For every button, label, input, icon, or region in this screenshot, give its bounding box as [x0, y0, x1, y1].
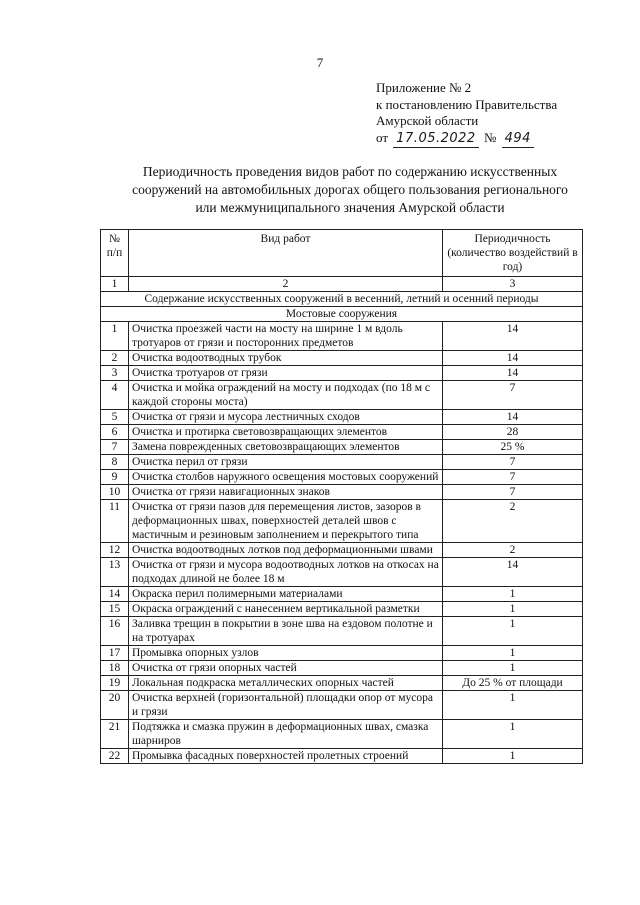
row-period: 7 [443, 470, 583, 485]
table-row [101, 661, 583, 676]
row-period: 1 [443, 587, 583, 602]
row-work: Очистка верхней (горизонтальной) площадки опор от мусора и грязи [129, 691, 443, 720]
table-row [101, 602, 583, 617]
table-row [101, 720, 583, 749]
row-period: 1 [443, 661, 583, 676]
row-work: Очистка столбов наружного освещения мостовых сооружений [129, 470, 443, 485]
row-period: 7 [443, 485, 583, 500]
row-number: 21 [101, 720, 129, 749]
row-period: 7 [443, 455, 583, 470]
appendix-region: Амурской области [376, 113, 479, 128]
row-work: Очистка от грязи пазов для перемещения листов, зазоров в деформационных швах, поверхностей деталей швов с мастичным и резиновым заполнением и перекрытого типа [129, 500, 443, 543]
column-number-row [101, 277, 583, 292]
appendix-block [376, 80, 557, 148]
appendix-decree: к постановлению Правительства [376, 96, 558, 112]
table-row [101, 351, 583, 366]
row-work: Подтяжка и смазка пружин в деформационных швах, смазка шарниров [129, 720, 443, 749]
row-period: 28 [443, 425, 583, 440]
row-work: Очистка от грязи опорных частей [129, 661, 443, 676]
row-work: Очистка от грязи и мусора лестничных сходов [129, 410, 443, 425]
row-work: Очистка и протирка световозвращающих элементов [129, 425, 443, 440]
row-work: Промывка фасадных поверхностей пролетных строений [129, 749, 443, 764]
handwritten-number: 494 [502, 131, 534, 149]
row-period: 1 [443, 646, 583, 661]
section-title: Содержание искусственных сооружений в весенний, летний и осенний периоды [101, 292, 583, 307]
row-work: Очистка проезжей части на мосту на ширине 1 м вдоль тротуаров от грязи и посторонних предметов [129, 322, 443, 351]
row-number: 15 [101, 602, 129, 617]
table-row [101, 455, 583, 470]
row-period: 14 [443, 366, 583, 381]
subsection-row [101, 307, 583, 322]
row-period: 14 [443, 410, 583, 425]
row-number: 4 [101, 381, 129, 410]
row-period: 2 [443, 500, 583, 543]
subsection-title: Мостовые сооружения [101, 307, 583, 322]
table-row [101, 558, 583, 587]
row-work: Замена поврежденных световозвращающих элементов [129, 440, 443, 455]
title-line-2: сооружений на автомобильных дорогах общего пользования регионального [132, 182, 568, 197]
header-num: № п/п [101, 230, 129, 277]
row-period: 1 [443, 602, 583, 617]
table-row [101, 587, 583, 602]
row-number: 3 [101, 366, 129, 381]
table-row [101, 410, 583, 425]
table-header-row [101, 230, 583, 277]
page-number: 7 [316, 55, 324, 70]
row-work: Окраска перил полимерными материалами [129, 587, 443, 602]
row-period: 1 [443, 720, 583, 749]
row-period: 1 [443, 691, 583, 720]
header-work: Вид работ [129, 230, 443, 277]
row-number: 11 [101, 500, 129, 543]
column-number: 2 [129, 277, 443, 292]
number-prefix: № [483, 129, 497, 145]
row-number: 20 [101, 691, 129, 720]
row-number: 14 [101, 587, 129, 602]
handwritten-date: 17.05.2022 [393, 131, 478, 149]
row-number: 7 [101, 440, 129, 455]
table-row [101, 440, 583, 455]
table-row [101, 749, 583, 764]
row-period: 25 % [443, 440, 583, 455]
row-number: 22 [101, 749, 129, 764]
row-number: 12 [101, 543, 129, 558]
row-work: Очистка тротуаров от грязи [129, 366, 443, 381]
row-number: 6 [101, 425, 129, 440]
table-row [101, 322, 583, 351]
row-number: 9 [101, 470, 129, 485]
row-work: Очистка и мойка ограждений на мосту и подходах (по 18 м с каждой стороны моста) [129, 381, 443, 410]
column-number: 3 [443, 277, 583, 292]
table-row [101, 500, 583, 543]
title-line-3: или межмуниципального значения Амурской области [195, 200, 505, 215]
row-period: 2 [443, 543, 583, 558]
appendix-date-line [376, 130, 557, 149]
date-prefix: от [376, 129, 389, 145]
table-row [101, 485, 583, 500]
row-number: 17 [101, 646, 129, 661]
row-work: Окраска ограждений с нанесением вертикальной разметки [129, 602, 443, 617]
row-number: 18 [101, 661, 129, 676]
table-row [101, 691, 583, 720]
row-work: Очистка от грязи и мусора водоотводных лотков на откосах на подходах длиной не более 18 м [129, 558, 443, 587]
table-row [101, 470, 583, 485]
row-number: 19 [101, 676, 129, 691]
document-title [90, 163, 610, 217]
row-work: Заливка трещин в покрытии в зоне шва на ездовом полотне и на тротуарах [129, 617, 443, 646]
table-row [101, 366, 583, 381]
table-row [101, 543, 583, 558]
table-row [101, 425, 583, 440]
row-work: Очистка водоотводных трубок [129, 351, 443, 366]
row-period: 1 [443, 617, 583, 646]
table-row [101, 646, 583, 661]
works-table [100, 229, 583, 764]
row-period: 14 [443, 322, 583, 351]
row-period: 14 [443, 558, 583, 587]
row-work: Локальная подкраска металлических опорных частей [129, 676, 443, 691]
column-number: 1 [101, 277, 129, 292]
row-work: Очистка перил от грязи [129, 455, 443, 470]
row-period: 7 [443, 381, 583, 410]
row-number: 5 [101, 410, 129, 425]
row-number: 2 [101, 351, 129, 366]
header-period: Периодичность (количество воздействий в год) [443, 230, 583, 277]
table-row [101, 676, 583, 691]
row-number: 13 [101, 558, 129, 587]
row-number: 16 [101, 617, 129, 646]
table-body [101, 292, 583, 764]
section-row [101, 292, 583, 307]
table-row [101, 381, 583, 410]
row-work: Промывка опорных узлов [129, 646, 443, 661]
title-line-1: Периодичность проведения видов работ по содержанию искусственных [142, 164, 558, 179]
row-period: 14 [443, 351, 583, 366]
row-period: 1 [443, 749, 583, 764]
row-number: 10 [101, 485, 129, 500]
row-period: До 25 % от площади [443, 676, 583, 691]
row-work: Очистка от грязи навигационных знаков [129, 485, 443, 500]
table-row [101, 617, 583, 646]
row-number: 1 [101, 322, 129, 351]
row-work: Очистка водоотводных лотков под деформационными швами [129, 543, 443, 558]
row-number: 8 [101, 455, 129, 470]
appendix-title: Приложение № 2 [376, 80, 472, 95]
